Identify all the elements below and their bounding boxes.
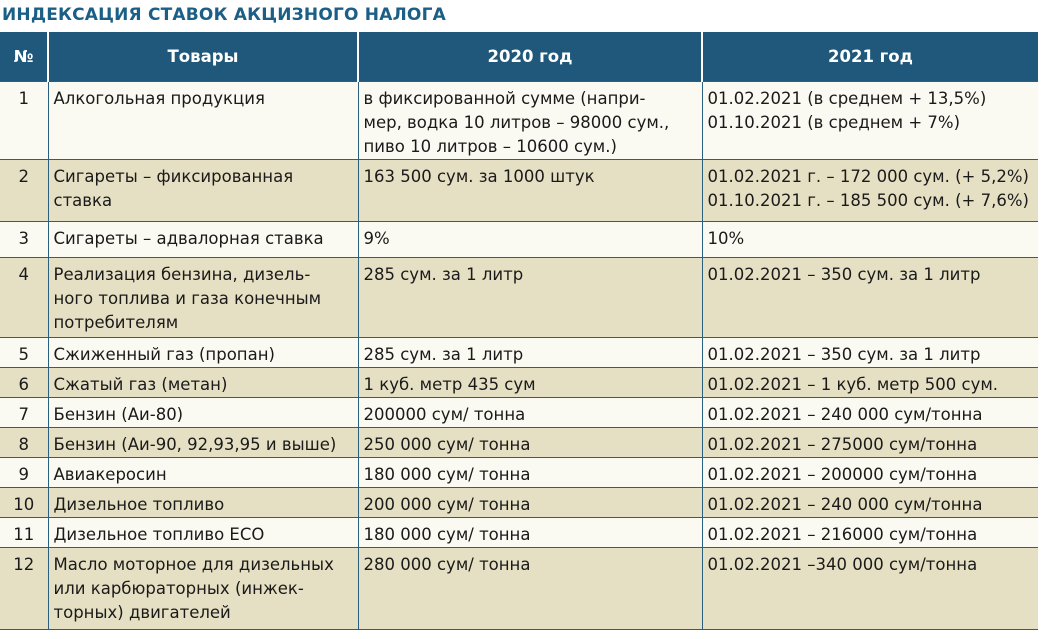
- row-rate-2021: 01.02.2021 – 350 сум. за 1 литр: [702, 338, 1038, 368]
- row-rate-2020: 9%: [358, 222, 702, 258]
- row-rate-2021: 01.02.2021 – 275000 сум/тонна: [702, 428, 1038, 458]
- table-row: [0, 548, 1038, 630]
- row-goods: Бензин (Аи-80): [48, 398, 358, 428]
- row-goods: Авиакеросин: [48, 458, 358, 488]
- row-number: 1: [0, 82, 48, 160]
- table-row: [0, 258, 1038, 338]
- table-row: [0, 222, 1038, 258]
- header-2021: 2021 год: [702, 32, 1038, 82]
- row-number: 11: [0, 518, 48, 548]
- row-rate-2021: 01.02.2021 –340 000 сум/тонна: [702, 548, 1038, 630]
- row-number: 7: [0, 398, 48, 428]
- row-rate-2021: 01.02.2021 – 240 000 сум/тонна: [702, 398, 1038, 428]
- row-goods: Бензин (Аи-90, 92,93,95 и выше): [48, 428, 358, 458]
- row-rate-2021: 01.02.2021 – 200000 сум/тонна: [702, 458, 1038, 488]
- row-number: 2: [0, 160, 48, 222]
- row-number: 3: [0, 222, 48, 258]
- row-rate-2021: 01.02.2021 – 1 куб. метр 500 сум.: [702, 368, 1038, 398]
- table-row: [0, 398, 1038, 428]
- row-rate-2020: 180 000 сум/ тонна: [358, 458, 702, 488]
- row-rate-2020: 285 сум. за 1 литр: [358, 258, 702, 338]
- table-row: [0, 458, 1038, 488]
- row-goods: Дизельное топливо: [48, 488, 358, 518]
- table-row: [0, 428, 1038, 458]
- row-rate-2021: 01.02.2021 г. – 172 000 сум. (+ 5,2%) 01.10.2021 г. – 185 500 сум. (+ 7,6%): [702, 160, 1038, 222]
- row-number: 8: [0, 428, 48, 458]
- row-number: 4: [0, 258, 48, 338]
- row-number: 5: [0, 338, 48, 368]
- row-goods: Алкогольная продукция: [48, 82, 358, 160]
- row-rate-2021: 10%: [702, 222, 1038, 258]
- header-number: №: [0, 32, 48, 82]
- row-rate-2021: 01.02.2021 – 216000 сум/тонна: [702, 518, 1038, 548]
- table-row: [0, 518, 1038, 548]
- row-goods: Сжатый газ (метан): [48, 368, 358, 398]
- row-rate-2020: 250 000 сум/ тонна: [358, 428, 702, 458]
- row-number: 6: [0, 368, 48, 398]
- row-rate-2020: 200000 сум/ тонна: [358, 398, 702, 428]
- row-rate-2020: 180 000 сум/ тонна: [358, 518, 702, 548]
- page-title: ИНДЕКСАЦИЯ СТАВОК АКЦИЗНОГО НАЛОГА: [2, 5, 446, 25]
- row-goods: Сигареты – фиксированная ставка: [48, 160, 358, 222]
- row-rate-2020: 200 000 сум/ тонна: [358, 488, 702, 518]
- row-rate-2020: 163 500 сум. за 1000 штук: [358, 160, 702, 222]
- row-goods: Реализация бензина, дизель- ного топлива и газа конечным потребителям: [48, 258, 358, 338]
- table-header-row: [0, 32, 1038, 82]
- row-rate-2021: 01.02.2021 – 240 000 сум/тонна: [702, 488, 1038, 518]
- table-row: [0, 338, 1038, 368]
- table-row: [0, 82, 1038, 160]
- table-row: [0, 160, 1038, 222]
- header-2020: 2020 год: [358, 32, 702, 82]
- row-goods: Сигареты – адвалорная ставка: [48, 222, 358, 258]
- row-number: 10: [0, 488, 48, 518]
- excise-rates-table: [0, 32, 1038, 630]
- row-rate-2020: в фиксированной сумме (напри- мер, водка 10 литров – 98000 сум., пиво 10 литров – 10600 сум.): [358, 82, 702, 160]
- row-goods: Дизельное топливо ECO: [48, 518, 358, 548]
- row-goods: Сжиженный газ (пропан): [48, 338, 358, 368]
- row-rate-2021: 01.02.2021 – 350 сум. за 1 литр: [702, 258, 1038, 338]
- table-row: [0, 368, 1038, 398]
- row-rate-2021: 01.02.2021 (в среднем + 13,5%) 01.10.2021 (в среднем + 7%): [702, 82, 1038, 160]
- table-row: [0, 488, 1038, 518]
- row-rate-2020: 280 000 сум/ тонна: [358, 548, 702, 630]
- row-rate-2020: 1 куб. метр 435 сум: [358, 368, 702, 398]
- row-number: 12: [0, 548, 48, 630]
- row-number: 9: [0, 458, 48, 488]
- header-goods: Товары: [48, 32, 358, 82]
- row-rate-2020: 285 сум. за 1 литр: [358, 338, 702, 368]
- row-goods: Масло моторное для дизельных или карбюраторных (инжек- торных) двигателей: [48, 548, 358, 630]
